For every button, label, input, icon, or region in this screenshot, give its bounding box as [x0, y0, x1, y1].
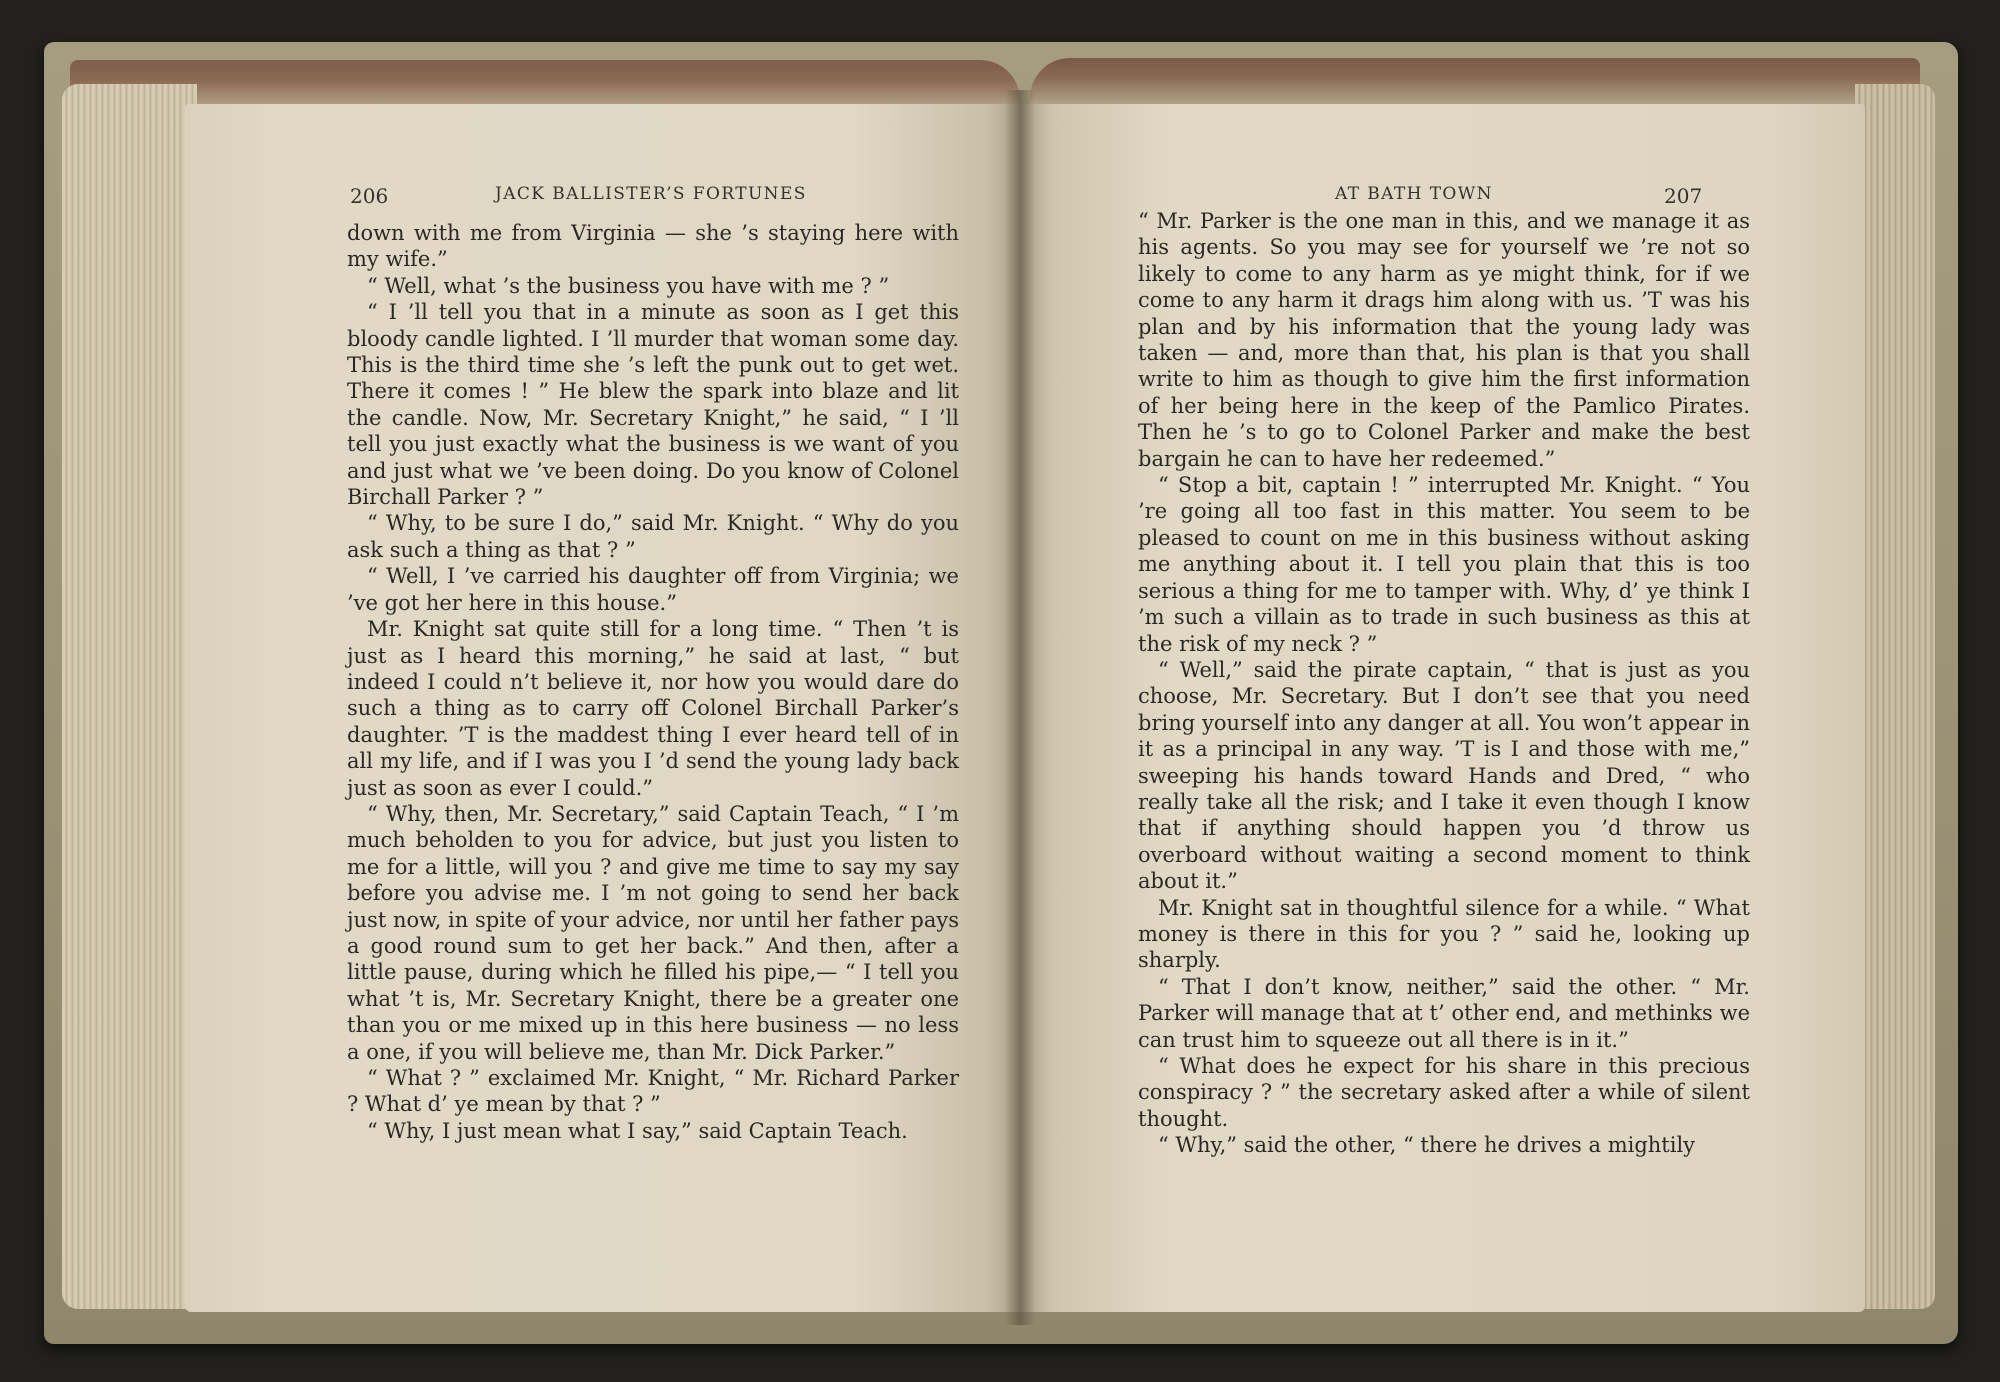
paragraph: “ What does he expect for his share in this precious conspiracy ? ” the secretary asked after a while of silent thought.: [1138, 1054, 1750, 1131]
paragraph: “ Well,” said the pirate captain, “ that is just as you choose, Mr. Secretary. But I don’t see that you need bring yourself into any danger at all. You won’t appear in it as a principal in any way. ’T is I and those with me,” sweeping his hands toward Hands and Dred, “ who really take all the risk; and I take it even though I know that if anything should happen you ’d throw us overboard without waiting a second moment to think about it.”: [1138, 657, 1750, 894]
paragraph: “ Why, I just mean what I say,” said Captain Teach.: [367, 1118, 908, 1143]
paragraph: “ I ’ll tell you that in a minute as soon as I get this bloody candle lighted. I ’ll murder that woman some day. This is the third time she ’s left the punk out to get wet. There it comes ! ” He blew the spark into blaze and lit the candle. Now, Mr. Secretary Knight,” he said, “ I ’ll tell you just exactly what the business is we want of you and just what we ’ve been doing. Do you know of Colonel Birchall Parker ? ”: [347, 300, 959, 510]
page-number: 206: [350, 184, 389, 208]
book-gutter: [1005, 90, 1035, 1325]
paragraph: down with me from Virginia — she ’s staying here with my wife.”: [347, 221, 959, 272]
left-page: [185, 104, 1020, 1312]
page-stack-right: [1855, 84, 1935, 1309]
page-number: 207: [1664, 184, 1703, 208]
page-body: [1138, 208, 1750, 1159]
paragraph: “ Well, what ’s the business you have with me ? ”: [367, 273, 890, 298]
paragraph: Mr. Knight sat quite still for a long time. “ Then ’t is just as I heard this morning,” he said at last, “ but indeed I could n’t believe it, nor how you would dare do such a thing as to carry off Colonel Birchall Parker’s daughter. ’T is the maddest thing I ever heard tell of in all my life, and if I was you I ’d send the young lady back just as soon as ever I could.”: [347, 617, 959, 800]
paragraph: “ Why, then, Mr. Secretary,” said Captain Teach, “ I ’m much beholden to you for advice, but just you listen to me for a little, will you ? and give me time to say my say before you advise me. I ’m not going to send her back just now, in spite of your advice, nor until her father pays a good round sum to get her back.” And then, after a little pause, during which he filled his pipe,— “ I tell you what ’t is, Mr. Secretary Knight, there be a greater one than you or me mixed up in this here business — no less a one, if you will believe me, than Mr. Dick Parker.”: [347, 801, 959, 1064]
paragraph: “ Stop a bit, captain ! ” interrupted Mr. Knight. “ You ’re going all too fast in this matter. You seem to be pleased to count on me in this business without asking me anything about it. I tell you plain that this is too serious a thing for me to tamper with. Why, d’ ye think I ’m such a villain as to trade in such business as this at the risk of my neck ? ”: [1138, 473, 1750, 656]
paragraph: “ That I don’t know, neither,” said the other. “ Mr. Parker will manage that at t’ other end, and methinks we can trust him to squeeze out all there is in it.”: [1138, 974, 1750, 1052]
paragraph: “ Mr. Parker is the one man in this, and we manage it as his agents. So you may see for yourself we ’re not so likely to come to any harm as ye might think, for if we come to any harm it drags him along with us. ’T was his plan and by his information that the young lady was taken — and, more than that, his plan is that you shall write to him as though to give him the first information of her being here in the keep of the Pamlico Pirates. Then he ’s to go to Colonel Parker and make the best bargain he can to have her redeemed.”: [1138, 209, 1750, 471]
paragraph: “ What ? ” exclaimed Mr. Knight, “ Mr. Richard Parker ? What d’ ye mean by that ? ”: [347, 1066, 959, 1117]
paragraph: “ Well, I ’ve carried his daughter off from Virginia; we ’ve got her here in this house.”: [347, 564, 959, 615]
running-head: AT BATH TOWN: [1335, 184, 1493, 204]
right-page: [1020, 104, 1865, 1312]
page-top-edge-right: [1030, 58, 1920, 108]
paragraph: Mr. Knight sat in thoughtful silence for a while. “ What money is there in this for you ? ” said he, looking up sharply.: [1138, 895, 1750, 973]
page-stack-left: [62, 84, 197, 1309]
running-head: JACK BALLISTER’S FORTUNES: [495, 184, 807, 204]
page-body: [347, 220, 959, 1144]
paragraph: “ Why, to be sure I do,” said Mr. Knight. “ Why do you ask such a thing as that ? ”: [347, 511, 959, 562]
paragraph: “ Why,” said the other, “ there he drives a mightily: [1158, 1133, 1696, 1158]
